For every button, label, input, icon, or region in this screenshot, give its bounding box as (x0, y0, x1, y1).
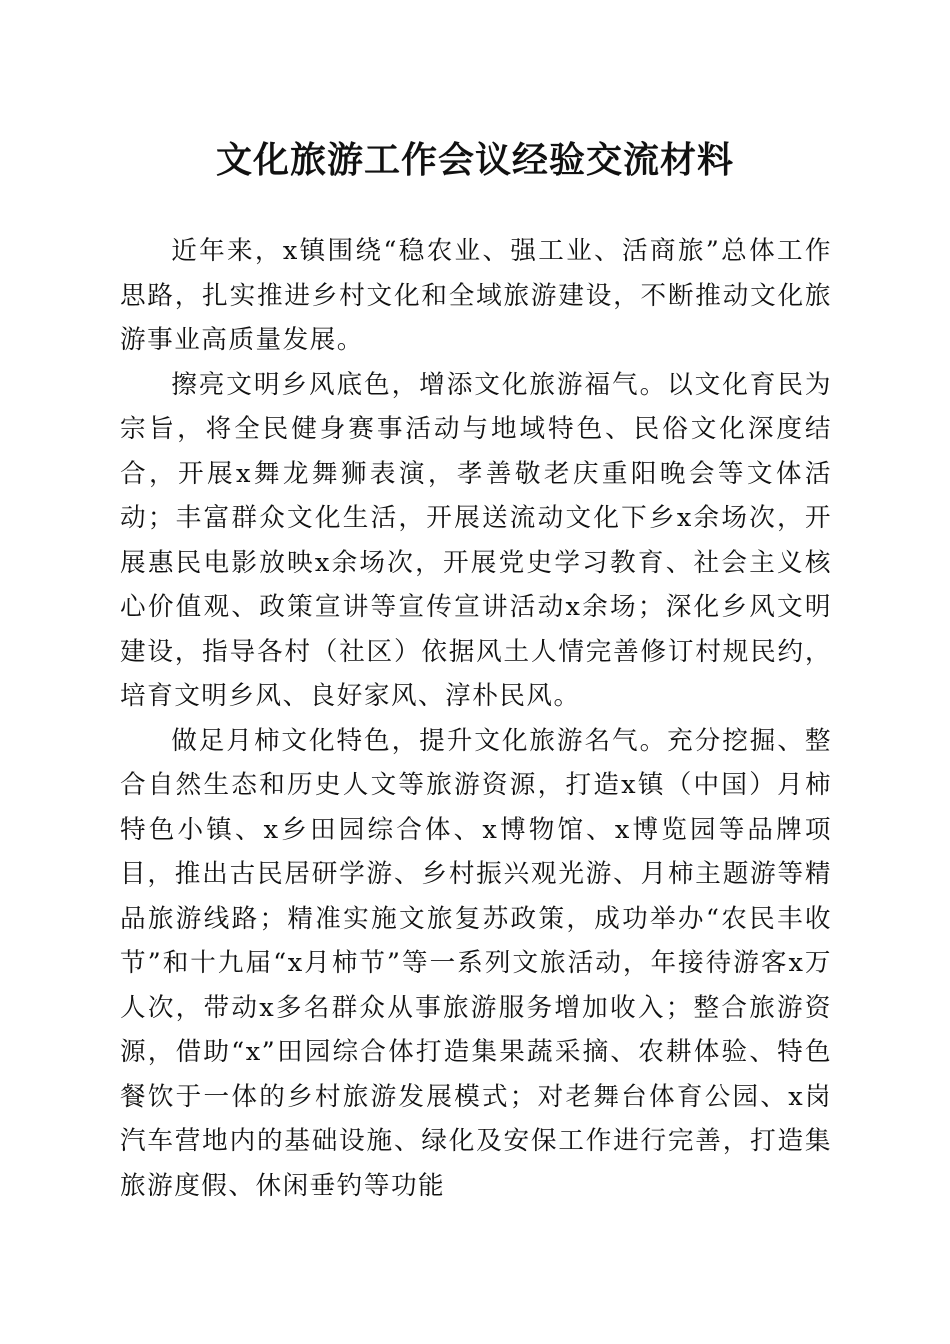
paragraph-intro: 近年来，x镇围绕“稳农业、强工业、活商旅”总体工作思路，扎实推进乡村文化和全域旅游建设，不断推动文化旅游事业高质量发展。 (120, 236, 832, 355)
document-title: 文化旅游工作会议经验交流材料 (215, 139, 734, 181)
paragraph-persimmon-culture: 做足月柿文化特色，提升文化旅游名气。充分挖掘、整合自然生态和历史人文等旅游资源，打造x镇（中国）月柿特色小镇、x乡田园综合体、x博物馆、x博览园等品牌项目，推出古民居研学游、乡村振兴观光游、月柿主题游等精品旅游线路；精准实施文旅复苏政策，成功举办“农民丰收节”和十九届“x月柿节”等一系列文旅活动，年接待游客x万人次，带动x多名群众从事旅游服务增加收入；整合旅游资源，借助“x”田园综合体打造集果蔬采摘、农耕体验、特色餐饮于一体的乡村旅游发展模式；对老舞台体育公园、x岗汽车营地内的基础设施、绿化及安保工作进行完善，打造集旅游度假、休闲垂钓等功能 (120, 725, 832, 1201)
document-body (120, 229, 832, 1208)
paragraph-civilization: 擦亮文明乡风底色，增添文化旅游福气。以文化育民为宗旨，将全民健身赛事活动与地域特色、民俗文化深度结合，开展x舞龙舞狮表演，孝善敬老庆重阳晚会等文体活动；丰富群众文化生活，开展送流动文化下乡x余场次，开展惠民电影放映x余场次，开展党史学习教育、社会主义核心价值观、政策宣讲等宣传宣讲活动x余场；深化乡风文明建设，指导各村（社区）依据风土人情完善修订村规民约，培育文明乡风、良好家风、淳朴民风。 (120, 369, 832, 711)
